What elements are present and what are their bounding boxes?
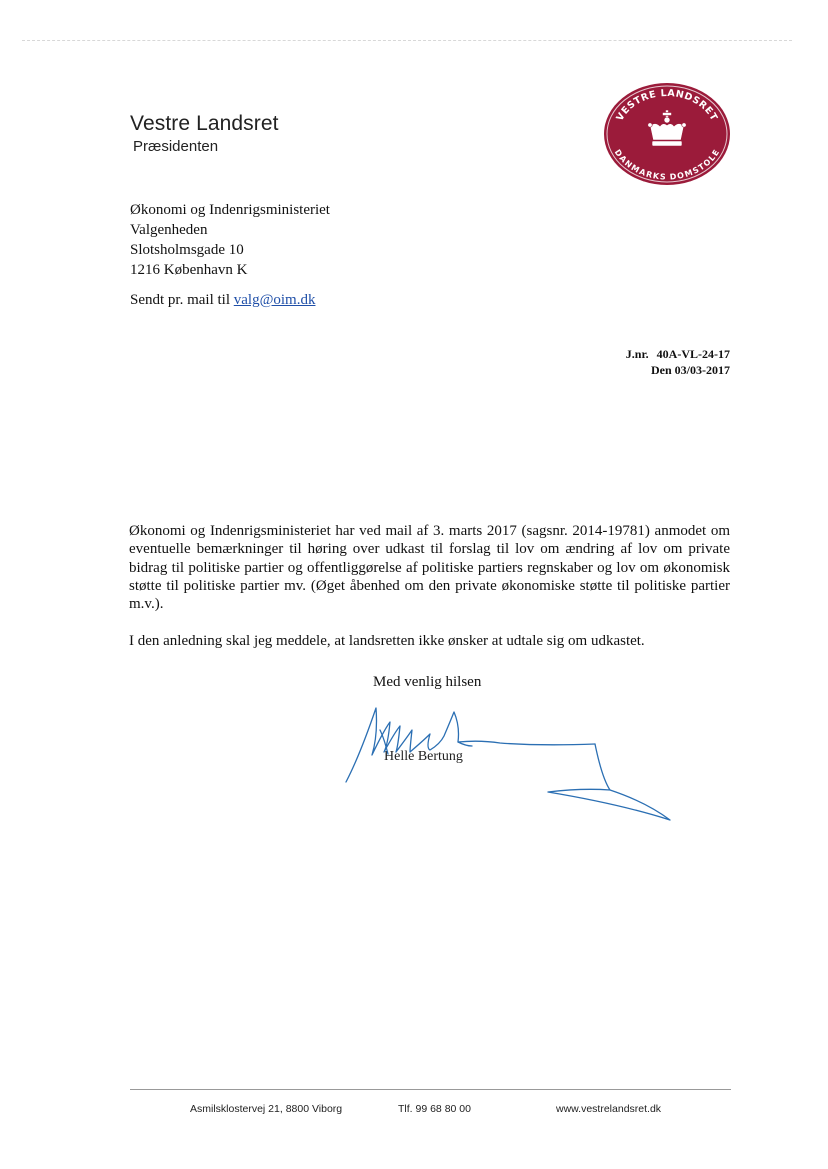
sent-text: Sendt pr. mail til [130,292,234,308]
footer-phone: Tlf. 99 68 80 00 [398,1103,471,1115]
body-paragraph: Økonomi og Indenrigsministeriet har ved mail af 3. marts 2017 (sagsnr. 2014-19781) anmodet om eventuelle bemærkninger til høring over udkast til forslag til lov om ændring af lov om private bidrag til politiske partier og offentliggørelse af politiske partiers regnskaber og lov om økonomisk støtte til politiske partier mv. (Øget åbenhed om den private økonomiske støtte til politiske partier m.v.). [129,523,730,613]
footer-address: Asmilsklostervej 21, 8800 Viborg [190,1103,343,1115]
handwritten-signature [340,700,680,830]
recipient-line: Valgenheden [130,222,208,238]
recipient-line: Økonomi og Indenrigsministeriet [130,202,330,218]
body-paragraph: I den anledning skal jeg meddele, at landsretten ikke ønsker at udtale sig om udkastet. [129,633,645,650]
court-seal-logo [603,82,731,186]
footer-website[interactable]: www.vestrelandsret.dk [556,1103,662,1115]
letterhead [130,112,279,155]
seal-bottom-text: DANMARKS DOMSTOLE [612,147,722,182]
court-name: Vestre Landsret [130,112,279,135]
sent-via-mail [130,292,315,309]
letter-body [129,522,730,651]
closing-greeting: Med venlig hilsen [373,674,482,690]
seal-top-text: VESTRE LANDSRET [614,87,720,124]
signer-name: Helle Bertung [384,749,463,764]
email-link[interactable]: valg@oim.dk [233,292,316,308]
letter-date: Den 03/03-2017 [651,363,730,377]
jnr-value: 40A-VL-24-17 [656,347,730,361]
scan-edge-line [22,40,792,41]
recipient-address [130,200,330,280]
jnr-label: J.nr. [625,347,649,361]
recipient-line: Slotsholmsgade 10 [130,242,244,258]
court-department: Præsidenten [133,138,219,155]
reference-block [626,346,730,378]
recipient-line: 1216 København K [130,262,248,278]
footer-divider [130,1089,731,1090]
